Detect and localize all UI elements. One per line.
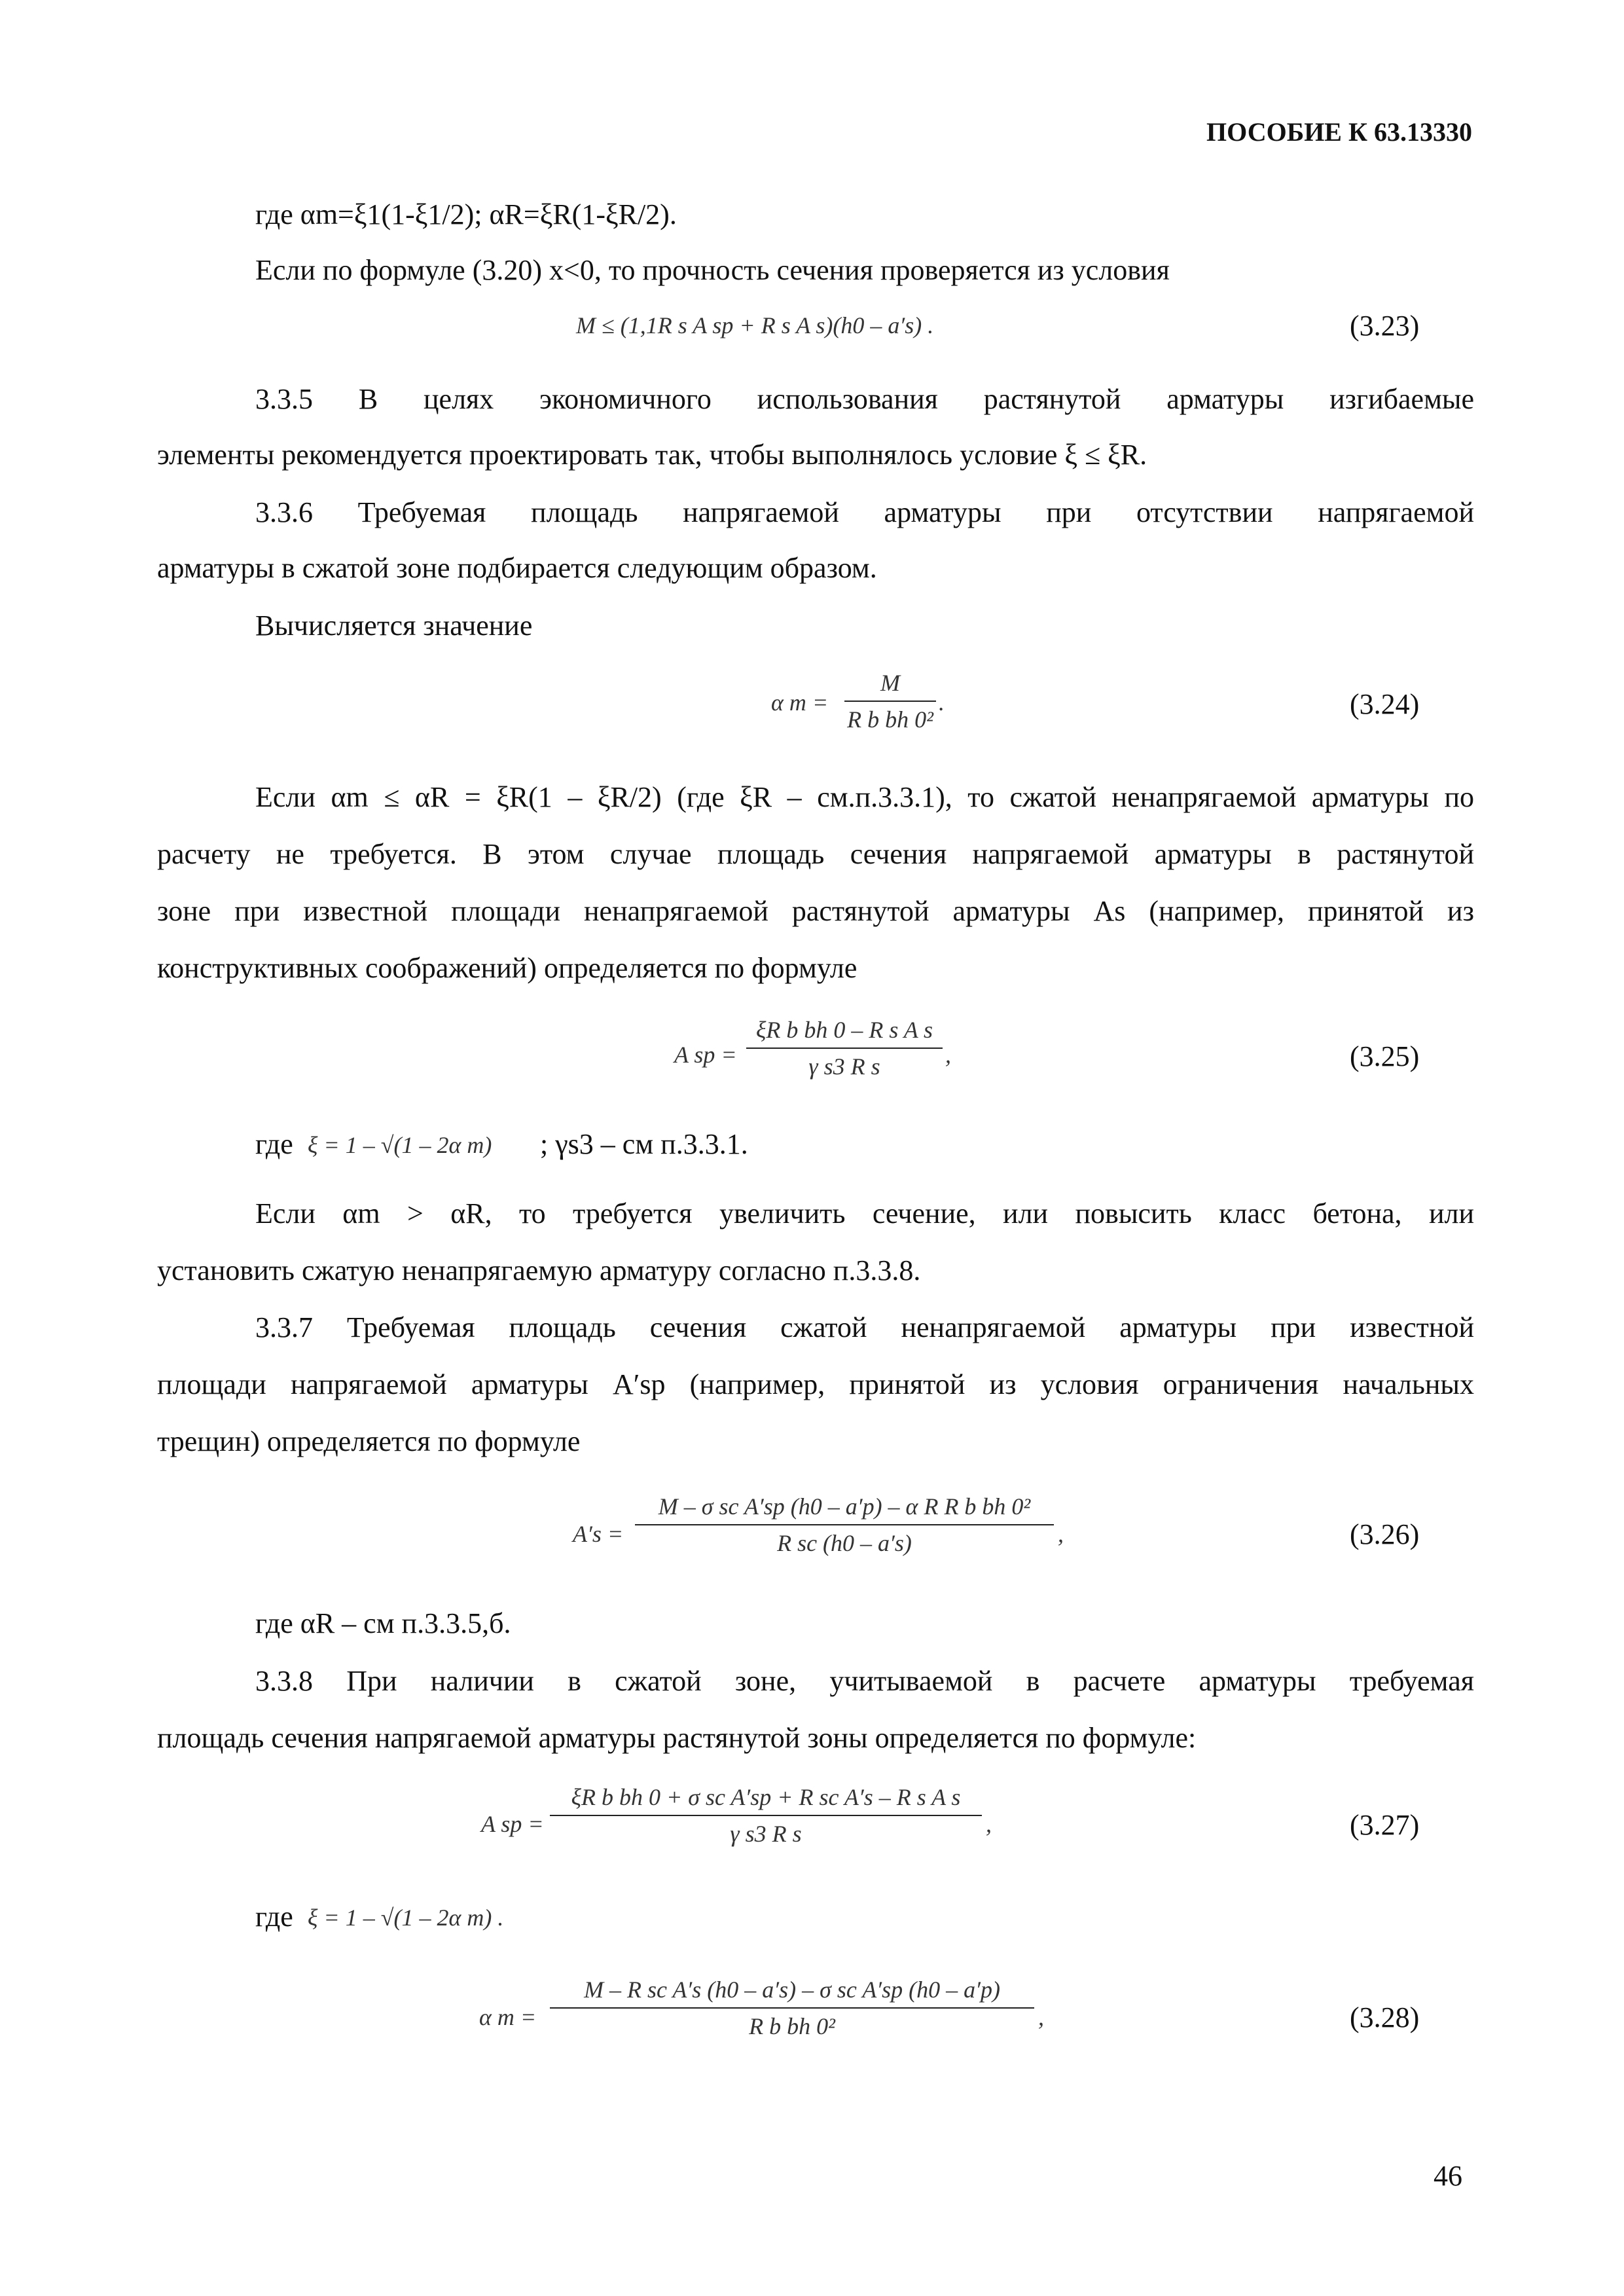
formula-lhs: α m = [479, 2004, 537, 2030]
text-line: ; γs3 – см п.3.3.1. [540, 1128, 748, 1160]
formula-lhs: A′s = [573, 1521, 624, 1547]
text-line: установить сжатую ненапрягаемую арматуру согласно п.3.3.8. [157, 1254, 921, 1286]
text-line: площади напрягаемой арматуры A′sp (например, принятой из условия ограничения начальных [157, 1368, 1474, 1400]
formula-xi: ξ = 1 – √(1 – 2α m) [308, 1132, 492, 1158]
formula-lhs: A sp = [481, 1811, 544, 1837]
paragraph-3-3-5: 3.3.5 В целях экономичного использования растянутой арматуры изгибаемые [255, 383, 1474, 415]
equation-number: (3.25) [1350, 1040, 1420, 1072]
text-line: где [255, 1901, 293, 1933]
numerator: M – σ sc A′sp (h0 – a′p) – α R R b bh 0² [658, 1493, 1031, 1520]
formula-lhs: A sp = [674, 1042, 737, 1068]
fraction-bar [550, 2007, 1034, 2009]
formula-lhs: α m = [771, 689, 829, 716]
page-number: 46 [1434, 2160, 1462, 2192]
fraction-bar [635, 1524, 1054, 1525]
fraction-bar [844, 701, 936, 702]
text-line: Вычисляется значение [255, 610, 533, 642]
text-line: трещин) определяется по формуле [157, 1425, 581, 1457]
text-line: Если αm > αR, то требуется увеличить сечение, или повысить класс бетона, или [255, 1197, 1474, 1230]
equation-number: (3.23) [1350, 310, 1420, 342]
numerator: ξR b bh 0 – R s A s [755, 1017, 933, 1043]
paragraph-3-3-8: 3.3.8 При наличии в сжатой зоне, учитываемой в расчете арматуры требуемая [255, 1665, 1474, 1697]
text-line: где αm=ξ1(1-ξ1/2); αR=ξR(1-ξR/2). [255, 198, 677, 230]
formula-3-28 [550, 1975, 1034, 2041]
text-line: Если по формуле (3.20) x<0, то прочность сечения проверяется из условия [255, 254, 1170, 286]
equation-number: (3.26) [1350, 1518, 1420, 1550]
fraction-bar [746, 1048, 943, 1049]
numerator: M [880, 670, 900, 696]
text-line: Если αm ≤ αR = ξR(1 – ξR/2) (где ξR – см.п.3.3.1), то сжатой ненапрягаемой арматуры по [255, 781, 1474, 813]
denominator: γ s3 R s [730, 1821, 802, 1847]
equation-number: (3.24) [1350, 688, 1420, 720]
denominator: R b bh 0² [847, 706, 933, 733]
text-line: площадь сечения напрягаемой арматуры растянутой зоны определяется по формуле: [157, 1722, 1197, 1754]
text-line: элементы рекомендуется проектировать так, чтобы выполнялось условие ξ ≤ ξR. [157, 439, 1147, 471]
formula-3-24 [844, 668, 936, 735]
running-header: ПОСОБИЕ К 63.13330 [1206, 117, 1472, 147]
equation-number: (3.27) [1350, 1809, 1420, 1841]
text-line: расчету не требуется. В этом случае площадь сечения напрягаемой арматуры в растянутой [157, 838, 1474, 870]
denominator: γ s3 R s [808, 1053, 880, 1080]
formula-3-26 [635, 1491, 1054, 1558]
text-line: где αR – см п.3.3.5,б. [255, 1607, 511, 1639]
equation-number: (3.28) [1350, 2001, 1420, 2033]
formula-xi: ξ = 1 – √(1 – 2α m) . [308, 1904, 504, 1931]
paragraph-3-3-7: 3.3.7 Требуемая площадь сечения сжатой ненапрягаемой арматуры при известной [255, 1311, 1474, 1343]
denominator: R sc (h0 – a′s) [777, 1530, 912, 1556]
text-line: где [255, 1128, 293, 1160]
formula-3-23: M ≤ (1,1R s A sp + R s A s)(h0 – a′s) . [576, 312, 934, 338]
paragraph-3-3-6: 3.3.6 Требуемая площадь напрягаемой арматуры при отсутствии напрягаемой [255, 496, 1474, 528]
text-line: конструктивных соображений) определяется по формуле [157, 952, 857, 984]
numerator: M – R sc A′s (h0 – a′s) – σ sc A′sp (h0 – a′p) [584, 1977, 1000, 2003]
formula-period: . [939, 689, 945, 716]
formula-comma: , [1058, 1521, 1064, 1547]
formula-comma: , [1038, 2004, 1044, 2030]
formula-comma: , [986, 1811, 992, 1837]
numerator: ξR b bh 0 + σ sc A′sp + R sc A′s – R s A s [571, 1784, 961, 1810]
fraction-bar [550, 1815, 982, 1816]
formula-comma: , [945, 1042, 951, 1068]
denominator: R b bh 0² [749, 2013, 835, 2039]
formula-3-27 [550, 1782, 982, 1849]
text-line: зоне при известной площади ненапрягаемой растянутой арматуры As (например, принятой из [157, 895, 1474, 927]
formula-3-25 [746, 1015, 943, 1082]
text-line: арматуры в сжатой зоне подбирается следующим образом. [157, 552, 877, 584]
